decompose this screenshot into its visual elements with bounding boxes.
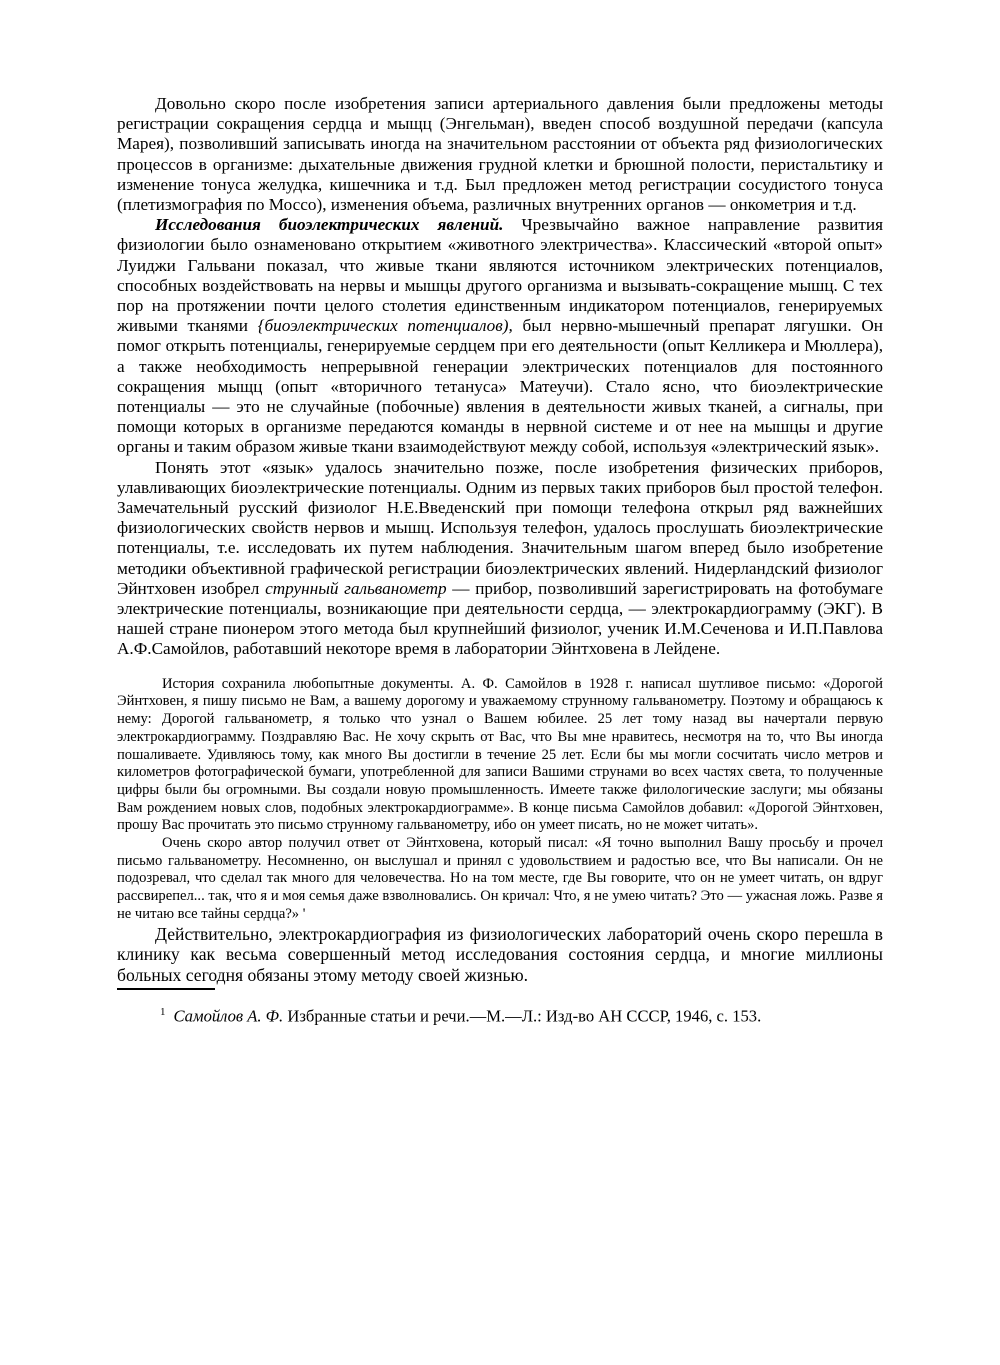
footnote: [117, 1001, 883, 1028]
paragraph-bioelectric: [117, 215, 883, 457]
paragraph-bioelectric-part-a: Чрезвычайно важное направление развития физиологии было ознаменовано открытием «животного электричества». Классический «второй опыт» Луиджи Гальвани показал, что живые ткани являются источником электрических потенциалов, способных воздействовать на нервы и мышцы другого организма и вызывать-сокращение мышц. С тех пор на протяжении почти целого столетия единственным индикатором потенциалов, генерируемых живыми тканями: [117, 215, 883, 336]
paragraph-galvanometer-part-b: — прибор, позволивший зарегистрировать на фотобумаге электрические потенциалы, возникающие при деятельности сердца, — электрокардиограмму (ЭКГ). В нашей стране пионером этого метода был крупнейший физиолог, ученик И.М.Сеченова и И.П.Павлова А.Ф.Самойлов, работавший некоторе время в лаборатории Эйнтховена в Лейдене.: [117, 578, 883, 659]
paragraph-bioelectric-italic: {биоэлектрических потенциалов),: [257, 316, 513, 336]
paragraph-galvanometer-part-a: Понять этот «язык» удалось значительно позже, после изобретения физических приборов, улавливающих биоэлектрические потенциалы. Одним из первых таких приборов был простой телефон. Замечательный русский физиолог Н.Е.Введенский при помощи телефона открыл ряд важнейших физиологических свойств нервов и мышц. Используя телефон, удалось прослушать биоэлектрические потенциалы, т.е. исследовать их путем наблюдения. Значительным шагом вперед было изобретение методики объективной графической регистрации биоэлектрических явлений. Нидерландский физиолог Эйнтховен изобрел: [117, 457, 883, 598]
closing-text: [117, 924, 883, 986]
paragraph-galvanometer-italic: струнный гальванометр: [265, 578, 447, 598]
historical-quote-block: [117, 676, 883, 924]
paragraph-bioelectric-part-b: был нервно-мышечный препарат лягушки. Он помог открыть потенциалы, генерируемые сердцем при его деятельности (опыт Келликера и Мюллера), а также необходимость непрерывной генерации электрических потенциалов для постоянного сокращения мыщц (опыт «вторичного тетануса» Матеучи). Стало ясно, что биоэлектрические потенциалы — это не случайные (побочные) явления в деятельности живых тканей, а сигналы, при помощи которых в организме передаются команды в нервной системе и от нее на мышцы и другие органы и таким образом живые ткани взаимодействуют между собой, используя «электрический язык».: [117, 316, 883, 457]
quote-letter-samoilov: История сохранила любопытные документы. А. Ф. Самойлов в 1928 г. написал шутливое письмо: «Дорогой Эйнтховен, я пишу письмо не Вам, а вашему дорогому и уважаемому струнному гальванометру. Поэтому и обращаюсь к нему: Дорогой гальванометр, я только что узнал о Вашем юбилее. 25 лет тому назад вы начертали первую электрокардиограмму. Поздравляю Вас. Не хочу скрыть от Вас, что Вы мне нравитесь, несмотря на то, что Вы иногда пошаливаете. Удивляюсь тому, как много Вы достигли в течение 25 лет. Если бы мы могли сосчитать число метров и километров фотографической бумаги, употребленной для записи Вашими струнами во всех частях света, то полученные цифры были бы огромными. Вы создали новую промышленность. Имеете также филологические заслуги; мы обязаны Вам рождением новых слов, подобных электрокардиограмме». В конце письма Самойлов добавил: «Дорогой Эйнтховен, прошу Вас прочитать это письмо струнному гальванометру, ибо он умеет писать, но не может читать».: [117, 675, 883, 834]
paragraph-recording-methods: Довольно скоро после изобретения записи артериального давления были предложены методы регистрации сокращения сердца и мыщц (Энгельман), введен способ воздушной передачи (капсула Марея), позволивший записывать иногда на значительном расстоянии от объекта ряд физиологических процессов в организме: дыхательные движения грудной клетки и брюшной полости, перистальтику и изменение тонуса желудка, кишечника и т.д. Был предложен метод регистрации сосудистого тонуса (плетизмография по Моссо), изменения объема, различных внутренних органов — онкометрия и т.д.: [117, 94, 883, 215]
main-text: [117, 94, 883, 660]
footnote-author: Самойлов А. Ф.: [173, 1006, 284, 1026]
quote-letter-einthoven: Очень скоро автор получил ответ от Эйнтховена, который писал: «Я точно выполнил Вашу просьбу и прочел письмо гальванометру. Несомненно, он выслушал и принял с удовольствием и радостью все, что Вы написали. Он не подозревал, что сделал так много для человечества. Но на том месте, где Вы говорите, что он не умеет читать, он вдруг рассвирепел... так, что я и моя семья даже взволновались. Он кричал: Что, я не умею читать? Это — ужасная ложь. Разве я не читаю все тайны сердца?» ': [117, 835, 883, 922]
footnote-marker: 1: [160, 1006, 166, 1019]
paragraph-clinical-ecg: Действительно, электрокардиография из физиологических лабораторий очень скоро перешла в клинику как весьма совершенный метод исследования состояния сердца, и многие миллионы больных сегодня обязаны этому методу своей жизнью.: [117, 923, 883, 985]
section-heading: Исследования биоэлектрических явлений.: [155, 215, 504, 235]
paragraph-galvanometer: [117, 458, 883, 660]
footnote-text: Избранные статьи и речи.—М.—Л.: Изд-во АН СССР, 1946, с. 153.: [283, 1006, 762, 1026]
footnote-divider: [117, 988, 215, 990]
document-page: [117, 94, 883, 1028]
